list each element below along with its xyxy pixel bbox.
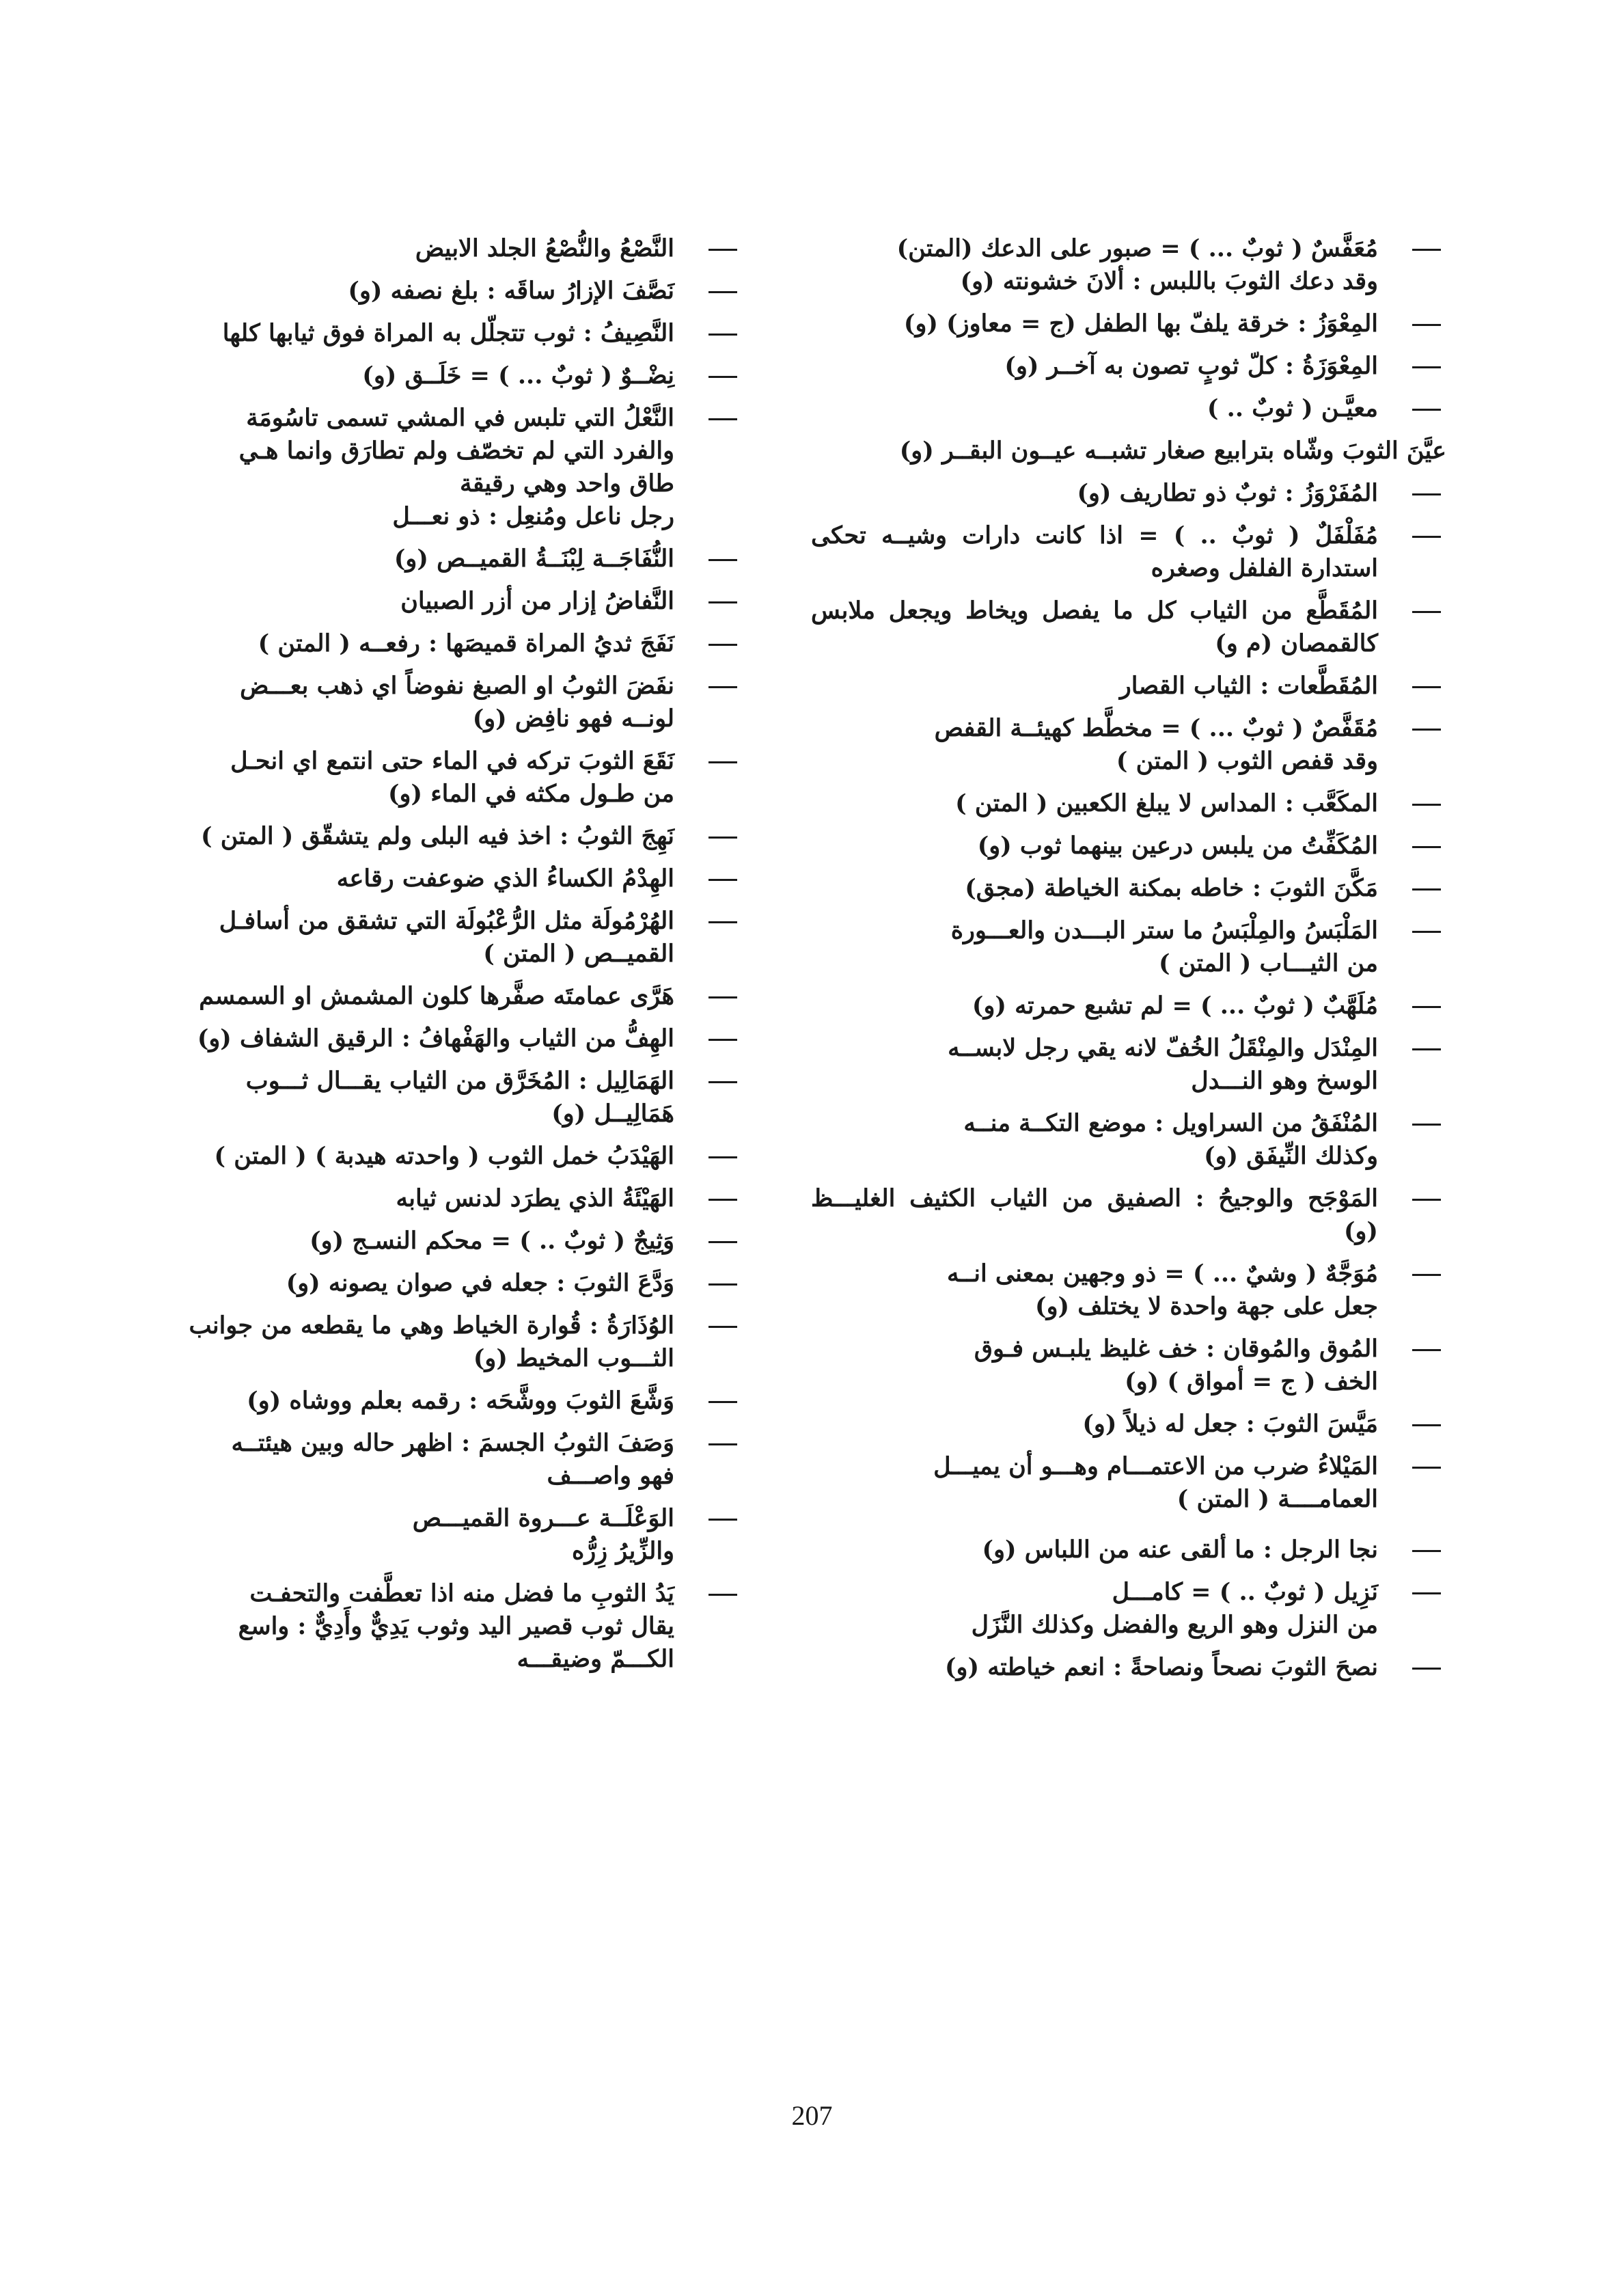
right-column [811,232,1446,1694]
dictionary-entry [811,595,1446,660]
entry-dash [1412,1048,1441,1050]
entry-dash [708,837,737,839]
entry-text: المِعْوَزُ : خرقة يلفّ بها الطفل (ج = معاوز) (و) [903,310,1378,338]
entry-text: النَّفاضُ إزار من أزر الصبيان [400,587,674,615]
entry-text: الهُرْمُولَة مثل الرُّعْبُولَة التي تشقق من أسافـل القميــص ( المتن ) [219,907,674,968]
entry-text: المكَعَّب : المداس لا يبلغ الكعبين ( المتن ) [955,789,1378,817]
dictionary-entry [811,232,1446,298]
entry-text: مُلَهَّبٌ ( ثوبٌ ... ) = لم تشبع حمرته (و) [972,992,1378,1020]
dictionary-entry [811,308,1446,340]
entry-text: نَصَّفَ الإزارُ ساقَه : بلغ نصفه (و) [348,277,674,305]
entry-dash [708,1519,737,1521]
dictionary-entry [811,1257,1446,1323]
entry-text: المِنْدَل والمِنْقَلُ الخُفّ لانه يقي رجل لابســه الوسخ وهو النـــدل [948,1034,1378,1095]
dictionary-entry [107,820,743,853]
entry-dash [708,921,737,923]
dictionary-entry [811,519,1446,585]
entry-dash [1412,611,1441,613]
entry-text: نصحَ الثوبَ نصحاً ونصاحةً : انعم خياطته (و) [945,1653,1378,1681]
entry-dash [1412,931,1441,933]
entry-dash [1412,888,1441,891]
entry-dash [1412,846,1441,848]
entry-text: وَصَفَ الثوبُ الجسمَ : اظهر حاله وبين هيئتــه فهو واصـــف [231,1429,674,1490]
entry-text: مُوَجَّهٌ ( وشيٌ ... ) = ذو وجهين بمعنى انــه جعل على جهة واحدة لا يختلف (و) [947,1260,1378,1320]
entry-dash [1412,1668,1441,1670]
entry-dash [708,1241,737,1243]
entry-dash [708,996,737,998]
entry-dash [708,879,737,881]
entry-text: عيَّنَ الثوبَ وشّاه بترابيع صغار تشبــه عيــون البقــر (و) [899,437,1446,465]
dictionary-entry [107,862,743,895]
entry-text: النَّعْلُ التي تلبس في المشي تسمى تاسُومَة والفرد التي لم تخصّف ولم تطارَق وانما هـي طاق واحد وهي رقيقة رجل ناعل ومُنعِل : ذو نعـــل [238,404,674,530]
entry-dash [1412,366,1441,368]
dictionary-entry [811,1576,1446,1642]
entry-dash [1412,493,1441,495]
dictionary-entry [107,1022,743,1055]
dictionary-entry [107,670,743,735]
dictionary-entry [811,712,1446,778]
entry-dash [708,334,737,336]
entry-text: المَوْجَح والوجيحُ : الصفيق من الثياب الكثيف الغليـــظ (و) [811,1184,1378,1245]
dictionary-entry [811,1182,1446,1248]
dictionary-entry [811,990,1446,1022]
entry-dash [1412,1467,1441,1469]
dictionary-entry [107,1182,743,1215]
entry-dash [1412,804,1441,806]
entry-text: وَثِيجٌ ( ثوبٌ .. ) = محكم النسـج (و) [309,1227,674,1255]
entry-dash [708,1283,737,1286]
entry-text: مُعَفَّسٌ ( ثوبٌ ... ) = صبور على الدعك (المتن) وقد دعك الثوبَ باللبس : ألانَ خشونته (و) [896,234,1378,295]
dictionary-entry [811,435,1446,467]
entry-dash [708,761,737,763]
entry-dash [708,686,737,688]
entry-text: المُقَطَّع من الثياب كل ما يفصل ويخاط ويجعل ملابس كالقمصان (م و) [811,597,1378,657]
dictionary-entry [811,1107,1446,1173]
entry-dash [1412,1199,1441,1201]
entry-text: الهِدْمُ الكساءُ الذي ضوعفت رقاعه [336,865,674,893]
entry-dash [1412,686,1441,688]
entry-dash [1412,1274,1441,1276]
entry-text: النَّصِيفُ : ثوب تتجلّل به المراة فوق ثيابها كلها [222,319,674,347]
entry-text: النُّفَاجَــة لِبْنَــةُ القميــص (و) [394,545,674,573]
entry-text: النَّصْعُ والنُّصْعُ الجلد الابيض [415,234,674,262]
entry-text: المُوق والمُوقان : خف غليظ يلبـس فـوق الخف ( ج = أمواق ) (و) [974,1335,1378,1396]
dictionary-entry [107,1577,743,1676]
dictionary-entry [811,670,1446,703]
dictionary-entry [107,317,743,350]
entry-text: مَيَّسَ الثوبَ : جعل له ذيلاً (و) [1082,1410,1378,1438]
entry-dash [708,249,737,251]
dictionary-entry [811,477,1446,510]
dictionary-entry [811,350,1446,383]
dictionary-entry [107,232,743,265]
dictionary-entry [107,980,743,1013]
page-number: 207 [791,2100,833,2131]
dictionary-entry [107,627,743,660]
entry-dash [1412,1349,1441,1351]
dictionary-entry [107,1309,743,1375]
entry-dash [708,1443,737,1445]
entry-text: المُنْفَقُ من السراويل : موضع التكــة منــه وكذلك النِّيفَق (و) [963,1109,1378,1170]
entry-dash [708,601,737,603]
entry-dash [1412,729,1441,731]
entry-dash [1412,1550,1441,1552]
entry-text: الوَعْلَــة عـــروة القميـــص والزِّيرُ زِرُّه [412,1504,674,1565]
entry-dash [708,1199,737,1201]
dictionary-entry [811,1333,1446,1398]
entry-dash [1412,1124,1441,1126]
entry-text: نَزِيل ( ثوبٌ .. ) = كامـــل من النزل وهو الريع والفضل وكذلك النَّزَل [971,1578,1378,1639]
dictionary-entry [107,1427,743,1493]
entry-text: نَفَجَ ثديُ المراة قميصَها : رفعــه ( المتن ) [258,629,674,657]
entry-text: مُفَلْفَلٌ ( ثوبٌ .. ) = اذا كانت دارات وشيــه تحكى استدارة الفلفل وصغره [811,521,1378,582]
dictionary-entry [811,830,1446,862]
entry-dash [708,1081,737,1083]
dictionary-entry [107,905,743,970]
dictionary-entry [107,585,743,618]
entry-dash [708,291,737,293]
dictionary-entry [107,745,743,811]
entry-text: المَيْلاءُ ضرب من الاعتمـــام وهـــو أن يميـــل العمامــــة ( المتن ) [933,1452,1378,1513]
entry-dash [1412,536,1441,538]
dictionary-entry [107,359,743,392]
dictionary-entry [107,1385,743,1417]
entry-dash [1412,1424,1441,1426]
entry-text: الهَمَالِيل : المُخَرَّق من الثياب يقـــال ثـــوب هَمَالِيــل (و) [245,1067,674,1128]
entry-dash [1412,324,1441,326]
dictionary-entry [811,1534,1446,1566]
entry-text: وَدَّعَ الثوبَ : جعله في صوان يصونه (و) [286,1269,674,1297]
entry-dash [1412,1592,1441,1594]
dictionary-entry [107,1502,743,1568]
dictionary-entry [811,1450,1446,1516]
entry-dash [1412,1006,1441,1008]
entry-text: المُكَفِّتُ من يلبس درعين بينهما ثوب (و) [977,832,1378,860]
entry-dash [1412,249,1441,251]
entry-text: نجا الرجل : ما ألقى عنه من اللباس (و) [982,1536,1378,1564]
entry-text: الوُذَارَةُ : قُوارة الخياط وهي ما يقطعه من جوانب الثـــوب المخيط (و) [189,1311,674,1372]
entry-text: المَلْبَسُ والمِلْبَسُ ما ستر البـــدن والعـــورة من الثيـــاب ( المتن ) [950,916,1378,977]
dictionary-entry [107,275,743,308]
entry-text: معيَّـن ( ثوبٌ .. ) [1207,394,1378,422]
entry-text: وَشَّعَ الثوبَ ووشَّحَه : رقمه بعلم ووشاه (و) [247,1387,674,1415]
entry-dash [708,559,737,561]
dictionary-entry [107,543,743,575]
entry-text: المُقَطَّعات : الثياب القصار [1119,672,1378,700]
dictionary-entry [811,392,1446,425]
entry-dash [708,376,737,378]
entry-dash [708,1039,737,1041]
entry-text: مَكَّنَ الثوبَ : خاطه بمكنة الخياطة (مجق) [965,874,1378,902]
dictionary-entry [811,1408,1446,1441]
entry-text: نِضْــوٌ ( ثوبٌ ... ) = خَلَــق (و) [362,362,674,390]
dictionary-entry [811,1651,1446,1684]
entry-dash [708,1156,737,1158]
dictionary-entry [811,914,1446,980]
dictionary-entry [107,402,743,533]
dictionary-entry [107,1140,743,1173]
entry-text: الهَيْدَبُ خمل الثوب ( واحدته هيدبة ) ( المتن ) [214,1142,674,1170]
entry-text: نَقَعَ الثوبَ تركه في الماء حتى انتمع اي انحـل من طـول مكثه في الماء (و) [230,747,674,808]
entry-dash [708,1594,737,1596]
entry-text: المُفَرْوَزُ : ثوبٌ ذو تطاريف (و) [1077,479,1378,507]
dictionary-entry [107,1225,743,1257]
entry-text: مُقَفَّصٌ ( ثوبٌ ... ) = مخطَّط كهيئــة القفص وقد قفص الثوب ( المتن ) [934,714,1378,775]
entry-text: الهَيْئَةُ الذي يطرَد لدنس ثيابه [396,1184,674,1212]
entry-text: هَرَّى عمامتَه صفَّرها كلون المشمش او السمسم [199,982,674,1010]
entry-text: يَدُ الثوبِ ما فضل منه اذا تعطَّفت والتحفـت يقال ثوب قصير اليد وثوب يَدِيٌّ وأَدِيٌّ : واسع الكـــمّ وضيقـــه [238,1579,674,1673]
dictionary-entry [811,872,1446,905]
entry-dash [1412,409,1441,411]
left-column [107,232,743,1685]
entry-text: نَهِجَ الثوبُ : اخذ فيه البلى ولم يتشقّق ( المتن ) [201,822,674,850]
entry-dash [708,418,737,420]
dictionary-entry [107,1267,743,1300]
entry-text: نفَضَ الثوبُ او الصبغ نفوضاً اي ذهب بعـــض لونــه فهو نافِض (و) [240,672,674,733]
entry-dash [708,1401,737,1403]
entry-dash [708,644,737,646]
entry-text: المِعْوَزَةُ : كلّ ثوبٍ تصون به آخــر (و) [1004,352,1378,380]
dictionary-entry [107,1065,743,1130]
entry-dash [708,1326,737,1328]
dictionary-entry [811,1032,1446,1098]
entry-text: الهِفُّ من الثياب والهَفْهافُ : الرقيق الشفاف (و) [197,1024,674,1052]
dictionary-entry [811,787,1446,820]
